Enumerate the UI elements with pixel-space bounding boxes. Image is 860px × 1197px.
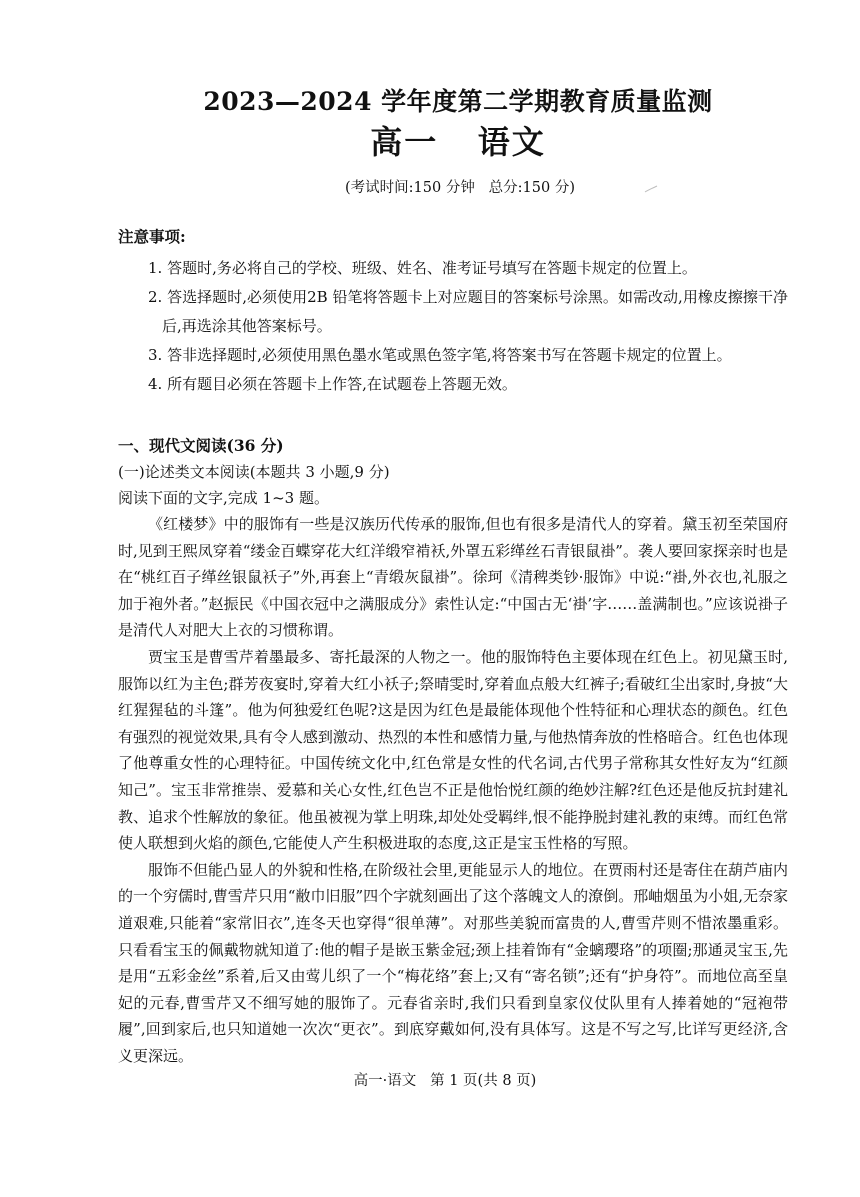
note-item: 2. 答选择题时,必须使用2B 铅笔将答题卡上对应题目的答案标号涂黑。如需改动,用橡皮擦擦干净后,再选涂其他答案标号。 <box>148 288 788 335</box>
section-heading: 一、现代文阅读(36 分) <box>118 436 284 455</box>
passage-paragraph: 贾宝玉是曹雪芹着墨最多、寄托最深的人物之一。他的服饰特色主要体现在红色上。初见黛玉时,服饰以红为主色;群芳夜宴时,穿着大红小袄子;祭晴雯时,穿着血点般大红裤子;看破红尘出家时,身披“大红猩猩毡的斗篷”。他为何独爱红色呢?这是因为红色是最能体现他个性特征和心理状态的颜色。红色有强烈的视觉效果,具有令人感到激动、热烈的本性和感情力量,与他热情奔放的性格暗合。红色也体现了他尊重女性的心理特征。中国传统文化中,红色常是女性的代名词,古代男子常称其女性好友为“红颜知己”。宝玉非常推崇、爱慕和关心女性,红色岂不正是他怡悦红颜的绝妙注解?红色还是他反抗封建礼教、追求个性解放的象征。他虽被视为掌上明珠,却处处受羁绊,恨不能挣脱封建礼教的束缚。而红色常使人联想到火焰的颜色,它能使人产生积极进取的态度,这正是宝玉性格的写照。 <box>118 647 788 853</box>
exam-info: (考试时间:150 分钟 总分:150 分) <box>345 180 575 196</box>
passage-paragraph: 《红楼梦》中的服饰有一些是汉族历代传承的服饰,但也有很多是清代人的穿着。黛玉初至荣国府时,见到王熙凤穿着“缕金百蝶穿花大红洋缎窄褃袄,外罩五彩缂丝石青银鼠褂”。袭人要回家探亲时也是在“桃红百子缂丝银鼠袄子”外,再套上“青缎灰鼠褂”。徐珂《清稗类钞·服饰》中说:“褂,外衣也,礼服之加于袍外者。”赵振民《中国衣冠中之满服成分》索性认定:“中国古无‘褂’字……盖满制也。”应该说褂子是清代人对肥大上衣的习惯称谓。 <box>118 515 788 640</box>
exam-title: 2023—2024 学年度第二学期教育质量监测 <box>203 87 713 116</box>
pen-mark <box>644 184 658 194</box>
note-item: 1. 答题时,务必将自己的学校、班级、姓名、准考证号填写在答题卡规定的位置上。 <box>148 259 697 277</box>
page-footer: 高一·语文 第 1 页(共 8 页) <box>353 1073 537 1089</box>
note-item: 3. 答非选择题时,必须使用黑色墨水笔或黑色签字笔,将答案书写在答题卡规定的位置上。 <box>148 346 732 364</box>
notes-list <box>118 254 788 399</box>
subject-title: 高一 语文 <box>370 123 546 161</box>
passage-paragraph: 服饰不但能凸显人的外貌和性格,在阶级社会里,更能显示人的地位。在贾雨村还是寄住在葫芦庙内的一个穷儒时,曹雪芹只用“敝巾旧服”四个字就刻画出了这个落魄文人的潦倒。邢岫烟虽为小姐,无奈家道艰难,只能着“家常旧衣”,连冬天也穿得“很单薄”。对那些美貌而富贵的人,曹雪芹则不惜浓墨重彩。只看看宝玉的佩戴物就知道了:他的帽子是嵌玉紫金冠;颈上挂着饰有“金螭璎珞”的项圈;那通灵宝玉,先是用“五彩金丝”系着,后又由莺儿织了一个“梅花络”套上;又有“寄名锁”;还有“护身符”。而地位高至皇妃的元春,曹雪芹又不细写她的服饰了。元春省亲时,我们只看到皇家仪仗队里有人捧着她的“冠袍带履”,回到家后,也只知道她一次次“更衣”。到底穿戴如何,没有具体写。这是不写之写,比详写更经济,含义更深远。 <box>118 860 788 1065</box>
reading-instruction: 阅读下面的文字,完成 1~3 题。 <box>118 489 329 507</box>
notes-heading: 注意事项: <box>118 227 186 246</box>
subsection-heading: (一)论述类文本阅读(本题共 3 小题,9 分) <box>118 463 390 481</box>
note-item: 4. 所有题目必须在答题卡上作答,在试题卷上答题无效。 <box>148 375 517 393</box>
